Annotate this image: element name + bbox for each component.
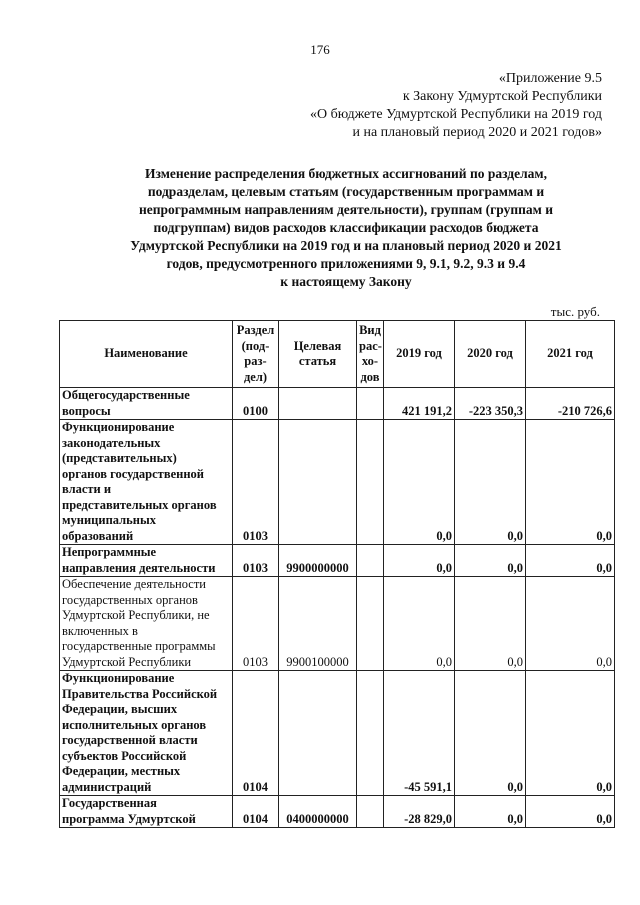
row-2020: 0,0 xyxy=(455,577,526,671)
table-row xyxy=(60,545,615,577)
row-name xyxy=(60,671,233,796)
row-2020: 0,0 xyxy=(455,796,526,828)
row-name-line: субъектов Российской xyxy=(62,748,187,763)
header-target-line: статья xyxy=(298,354,337,368)
row-name xyxy=(60,388,233,420)
row-name-line: (представительных) xyxy=(62,451,177,465)
row-type xyxy=(357,577,384,671)
budget-table xyxy=(59,320,615,828)
row-2020: 0,0 xyxy=(455,545,526,577)
header-2020: 2020 год xyxy=(455,321,526,388)
row-2021: 0,0 xyxy=(526,671,615,796)
row-target xyxy=(279,671,357,796)
row-name-line: направления деятельности xyxy=(62,560,216,575)
row-name-line: Общегосударственные xyxy=(62,388,190,402)
table-row xyxy=(60,577,615,671)
units-label: тыс. руб. xyxy=(550,304,600,319)
row-name-line: программа Удмуртской xyxy=(62,811,196,826)
header-2021: 2021 год xyxy=(526,321,615,388)
row-type xyxy=(357,796,384,828)
header-2019: 2019 год xyxy=(384,321,455,388)
row-2021: 0,0 xyxy=(526,577,615,671)
header-section-line: Раздел xyxy=(236,323,275,337)
row-name-line: вопросы xyxy=(62,403,111,418)
row-type xyxy=(357,420,384,545)
row-name-line: Обеспечение деятельности xyxy=(62,577,207,591)
header-target-line: Целевая xyxy=(293,338,342,353)
row-name xyxy=(60,545,233,577)
table-row xyxy=(60,671,615,796)
row-name-line: Правительства Российской xyxy=(62,686,218,701)
row-name-line: включенных в xyxy=(62,623,138,638)
row-name-line: государственных органов xyxy=(62,592,198,607)
table-header-row xyxy=(60,321,615,388)
row-name-line: образований xyxy=(62,528,134,543)
row-target xyxy=(279,420,357,545)
header-type xyxy=(357,321,384,388)
row-name xyxy=(60,577,233,671)
table-row xyxy=(60,796,615,828)
row-target xyxy=(279,388,357,420)
row-name xyxy=(60,796,233,828)
row-name-line: администраций xyxy=(62,779,152,794)
title-line: Удмуртской Республики на 2019 год и на плановый период 2020 и 2021 xyxy=(130,238,562,253)
row-2019: -28 829,0 xyxy=(384,796,455,828)
row-2019: 0,0 xyxy=(384,545,455,577)
header-section xyxy=(233,321,279,388)
header-type-line: Вид xyxy=(359,323,381,337)
row-section: 0103 xyxy=(233,420,279,545)
row-name-line: органов государственной xyxy=(62,466,204,481)
page-number: 176 xyxy=(310,42,330,57)
row-2021: -210 726,6 xyxy=(526,388,615,420)
appendix-line: и на плановый период 2020 и 2021 годов» xyxy=(352,125,602,140)
row-name-line: Федерации, местных xyxy=(62,764,181,778)
appendix-header xyxy=(310,70,602,142)
title-line: к настоящему Закону xyxy=(280,274,412,289)
row-target: 9900000000 xyxy=(279,545,357,577)
row-2019: -45 591,1 xyxy=(384,671,455,796)
title-line: годов, предусмотренного приложениями 9, 9.1, 9.2, 9.3 и 9.4 xyxy=(166,256,526,271)
row-name-line: государственные программы xyxy=(62,639,216,653)
row-name-line: законодательных xyxy=(62,435,161,450)
header-section-line: (под- xyxy=(241,338,270,353)
appendix-line: «Приложение 9.5 xyxy=(498,71,602,86)
row-name-line: Удмуртской Республики, не xyxy=(62,608,210,622)
row-name-line: Непрограммные xyxy=(62,545,157,559)
header-section-line: дел) xyxy=(243,369,268,384)
title-line: подразделам, целевым статьям (государственным программам и xyxy=(147,184,545,199)
row-section: 0104 xyxy=(233,671,279,796)
row-type xyxy=(357,545,384,577)
header-target xyxy=(279,321,357,388)
row-name-line: Функционирование xyxy=(62,671,175,685)
row-2019: 0,0 xyxy=(384,577,455,671)
row-section: 0104 xyxy=(233,796,279,828)
row-name-line: власти и xyxy=(62,482,112,496)
header-name: Наименование xyxy=(60,321,233,388)
row-name-line: Функционирование xyxy=(62,420,175,434)
title-line: подгруппам) видов расходов классификации расходов бюджета xyxy=(153,220,539,235)
row-name-line: Удмуртской Республики xyxy=(62,654,192,669)
row-target: 9900100000 xyxy=(279,577,357,671)
row-2021: 0,0 xyxy=(526,796,615,828)
row-2020: 0,0 xyxy=(455,420,526,545)
appendix-line: «О бюджете Удмуртской Республики на 2019 год xyxy=(309,107,602,122)
row-2021: 0,0 xyxy=(526,420,615,545)
header-type-line: рас- xyxy=(359,338,382,353)
row-section: 0103 xyxy=(233,577,279,671)
row-name xyxy=(60,420,233,545)
row-2020: -223 350,3 xyxy=(455,388,526,420)
row-name-line: Федерации, высших xyxy=(62,702,178,716)
appendix-line: к Закону Удмуртской Республики xyxy=(402,89,602,104)
row-name-line: исполнительных органов xyxy=(62,717,207,732)
row-type xyxy=(357,671,384,796)
row-name-line: государственной власти xyxy=(62,733,198,747)
row-name-line: Государственная xyxy=(62,796,157,810)
title-line: Изменение распределения бюджетных ассигнований по разделам, xyxy=(144,166,548,181)
header-type-line: дов xyxy=(360,369,380,384)
header-type-line: хо- xyxy=(361,354,379,368)
header-section-line: раз- xyxy=(244,354,267,368)
row-2019: 0,0 xyxy=(384,420,455,545)
table-row xyxy=(60,388,615,420)
row-target: 0400000000 xyxy=(279,796,357,828)
row-type xyxy=(357,388,384,420)
row-section: 0100 xyxy=(233,388,279,420)
row-section: 0103 xyxy=(233,545,279,577)
row-2020: 0,0 xyxy=(455,671,526,796)
row-2021: 0,0 xyxy=(526,545,615,577)
document-title xyxy=(70,165,622,291)
row-name-line: муниципальных xyxy=(62,513,156,527)
table-row xyxy=(60,420,615,545)
title-line: непрограммным направлениям деятельности), группам (группам и xyxy=(138,202,554,217)
row-name-line: представительных органов xyxy=(62,497,217,512)
row-2019: 421 191,2 xyxy=(384,388,455,420)
